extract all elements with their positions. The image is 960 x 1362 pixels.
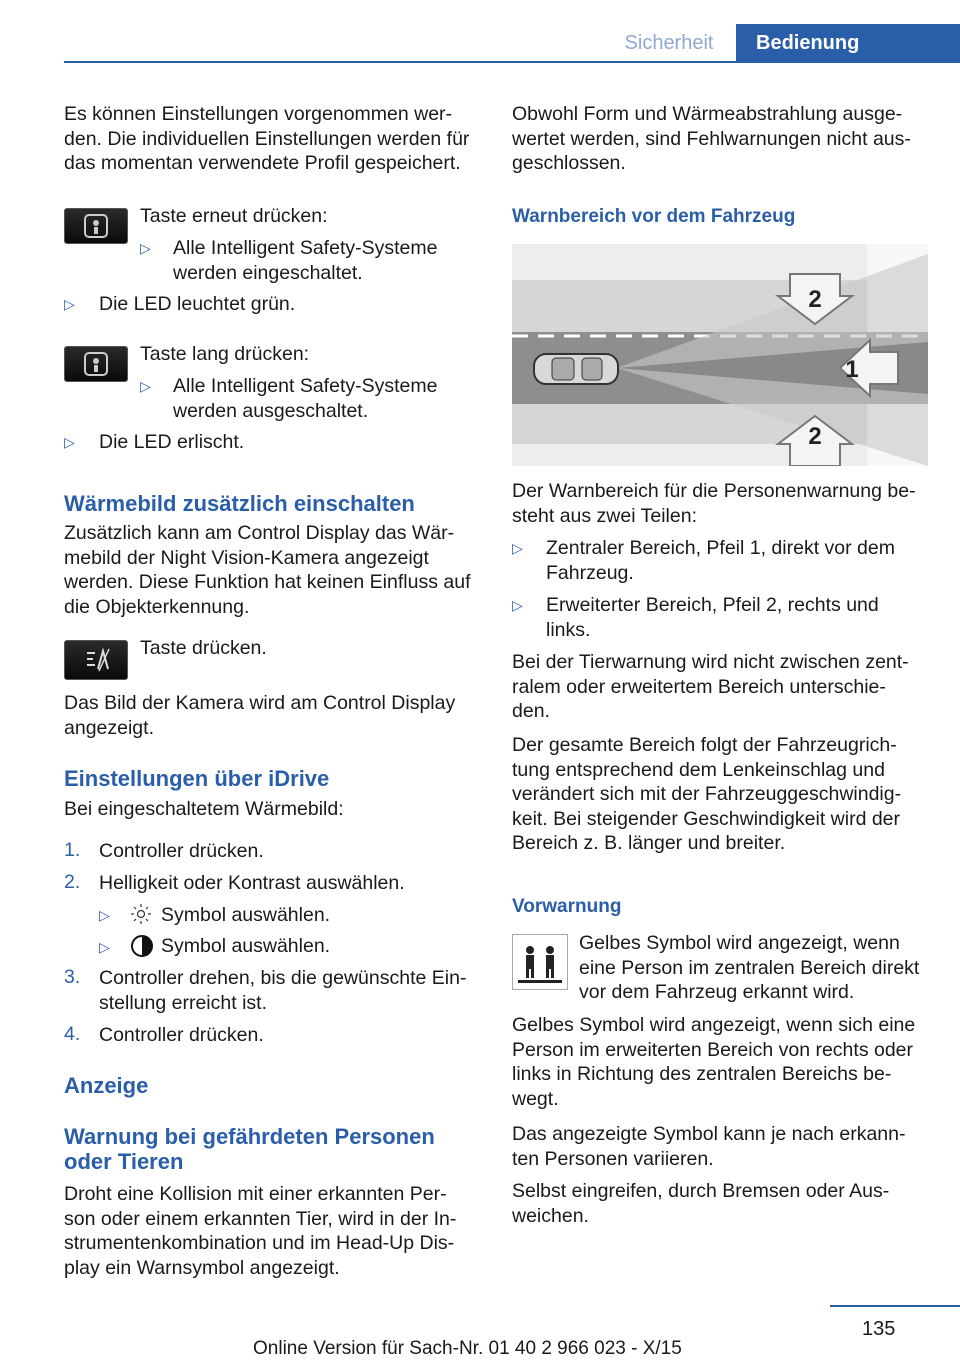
step-number: 1. (64, 839, 81, 861)
brightness-icon (130, 903, 152, 925)
symbol-paragraph: Das angezeigte Symbol kann je nach erkann- ten Personen variieren. (512, 1123, 906, 1170)
animal-paragraph: Bei der Tierwarnung wird nicht zwischen zent- ralem oder erweitertem Bereich unterschie- den. (512, 651, 909, 722)
step-number: 4. (64, 1023, 81, 1045)
bullet-arrow-icon: ▷ (512, 597, 523, 613)
warning-paragraph: Droht eine Kollision mit einer erkannten Per- son oder einem erkannten Tier, wird in der In- strumentenkombination und im Head-Up Dis- play ein Warnsymbol angezeigt. (64, 1183, 457, 1279)
car-icon (534, 354, 618, 384)
press-again-item: Alle Intelligent Safety-Systeme werden eingeschaltet. (173, 237, 438, 284)
svg-text:2: 2 (808, 286, 822, 313)
heading-idrive: Einstellungen über iDrive (64, 766, 330, 791)
bullet-arrow-icon: ▷ (64, 434, 75, 450)
step-text: Controller drehen, bis die gewünschte Ein- stellung erreicht ist. (99, 967, 467, 1014)
svg-text:1: 1 (845, 356, 859, 383)
press-long-item: Alle Intelligent Safety-Systeme werden ausgeschaltet. (173, 375, 438, 422)
safety-button-image (64, 208, 128, 244)
safety-button-image (64, 346, 128, 382)
press-again-label: Taste erneut drücken: (140, 205, 328, 227)
night-vision-icon (65, 641, 127, 679)
warning-area-figure (512, 244, 928, 466)
step-number: 3. (64, 966, 81, 988)
heading-prewarning: Vorwarnung (512, 896, 622, 917)
intervene-paragraph: Selbst eingreifen, durch Bremsen oder Aus- weichen. (512, 1180, 890, 1227)
area-bullet: Zentraler Bereich, Pfeil 1, direkt vor dem Fahrzeug. (546, 537, 895, 584)
footer-rule (830, 1305, 960, 1307)
follow-paragraph: Der gesamte Bereich folgt der Fahrzeugrich- tung entsprechend dem Lenkeinschlag und verändert sich mit der Fahrzeuggeschwindig- keit. Bei steigender Geschwindigkeit wird der Bereich z. B. länger und breiter. (512, 734, 902, 854)
contrast-icon (130, 934, 154, 958)
area-paragraph: Der Warnbereich für die Personenwarnung be- steht aus zwei Teilen: (512, 480, 916, 527)
safety-button-icon (65, 347, 127, 381)
heading-display: Anzeige (64, 1073, 149, 1098)
right-intro-paragraph: Obwohl Form und Wärmeabstrahlung ausge- wertet werden, sind Fehlwarnungen nicht aus- geschlossen. (512, 103, 911, 174)
pedestrian-warning-icon (512, 934, 568, 990)
led-off-item: Die LED erlischt. (99, 431, 245, 453)
area-bullet: Erweiterter Bereich, Pfeil 2, rechts und links. (546, 594, 879, 641)
bullet-arrow-icon: ▷ (140, 240, 151, 256)
heading-warning-area: Warnbereich vor dem Fahrzeug (512, 206, 796, 227)
thermal-paragraph: Zusätzlich kann am Control Display das Wär- mebild der Night Vision-Kamera angezeigt werden. Diese Funktion hat keinen Einfluss auf die Objekterkennung. (64, 522, 471, 618)
bullet-arrow-icon: ▷ (64, 296, 75, 312)
camera-paragraph: Das Bild der Kamera wird am Control Display angezeigt. (64, 692, 456, 739)
page-number: 135 (862, 1318, 896, 1340)
header-rule (64, 61, 960, 63)
symbol-select-text: Symbol auswählen. (161, 935, 331, 957)
press-long-label: Taste lang drücken: (140, 343, 310, 365)
prewarning-icon-text: Gelbes Symbol wird angezeigt, wenn eine Person im zentralen Bereich direkt vor dem Fahrzeug erkannt wird. (579, 932, 920, 1003)
bullet-arrow-icon: ▷ (99, 907, 110, 923)
idrive-intro: Bei eingeschaltetem Wärmebild: (64, 798, 344, 820)
symbol-select-text: Symbol auswählen. (161, 904, 331, 926)
heading-thermal: Wärmebild zusätzlich einschalten (64, 491, 415, 516)
footer-text: Online Version für Sach-Nr. 01 40 2 966 023 - X/15 (253, 1338, 682, 1359)
header-tab-bedienung[interactable]: Bedienung (736, 24, 960, 62)
heading-warning: Warnung bei gefährdeten Personen oder Tieren (64, 1124, 435, 1174)
night-vision-button-image (64, 640, 128, 680)
step-number: 2. (64, 871, 81, 893)
bullet-arrow-icon: ▷ (140, 378, 151, 394)
bullet-arrow-icon: ▷ (99, 939, 110, 955)
header-tab-sicherheit[interactable]: Sicherheit (624, 31, 714, 54)
press-label: Taste drücken. (140, 637, 267, 659)
svg-text:2: 2 (808, 423, 822, 450)
intro-paragraph: Es können Einstellungen vorgenommen wer- den. Die individuellen Einstellungen werden für das momentan verwendete Profil gespeichert. (64, 103, 470, 174)
step-text: Helligkeit oder Kontrast auswählen. (99, 872, 405, 894)
step-text: Controller drücken. (99, 840, 264, 862)
led-green-item: Die LED leuchtet grün. (99, 293, 296, 315)
bullet-arrow-icon: ▷ (512, 540, 523, 556)
step-text: Controller drücken. (99, 1024, 264, 1046)
prewarning-paragraph: Gelbes Symbol wird angezeigt, wenn sich eine Person im erweiterten Bereich von rechts oder links in Richtung des zentralen Bereichs be- wegt. (512, 1014, 916, 1110)
safety-button-icon (65, 209, 127, 243)
